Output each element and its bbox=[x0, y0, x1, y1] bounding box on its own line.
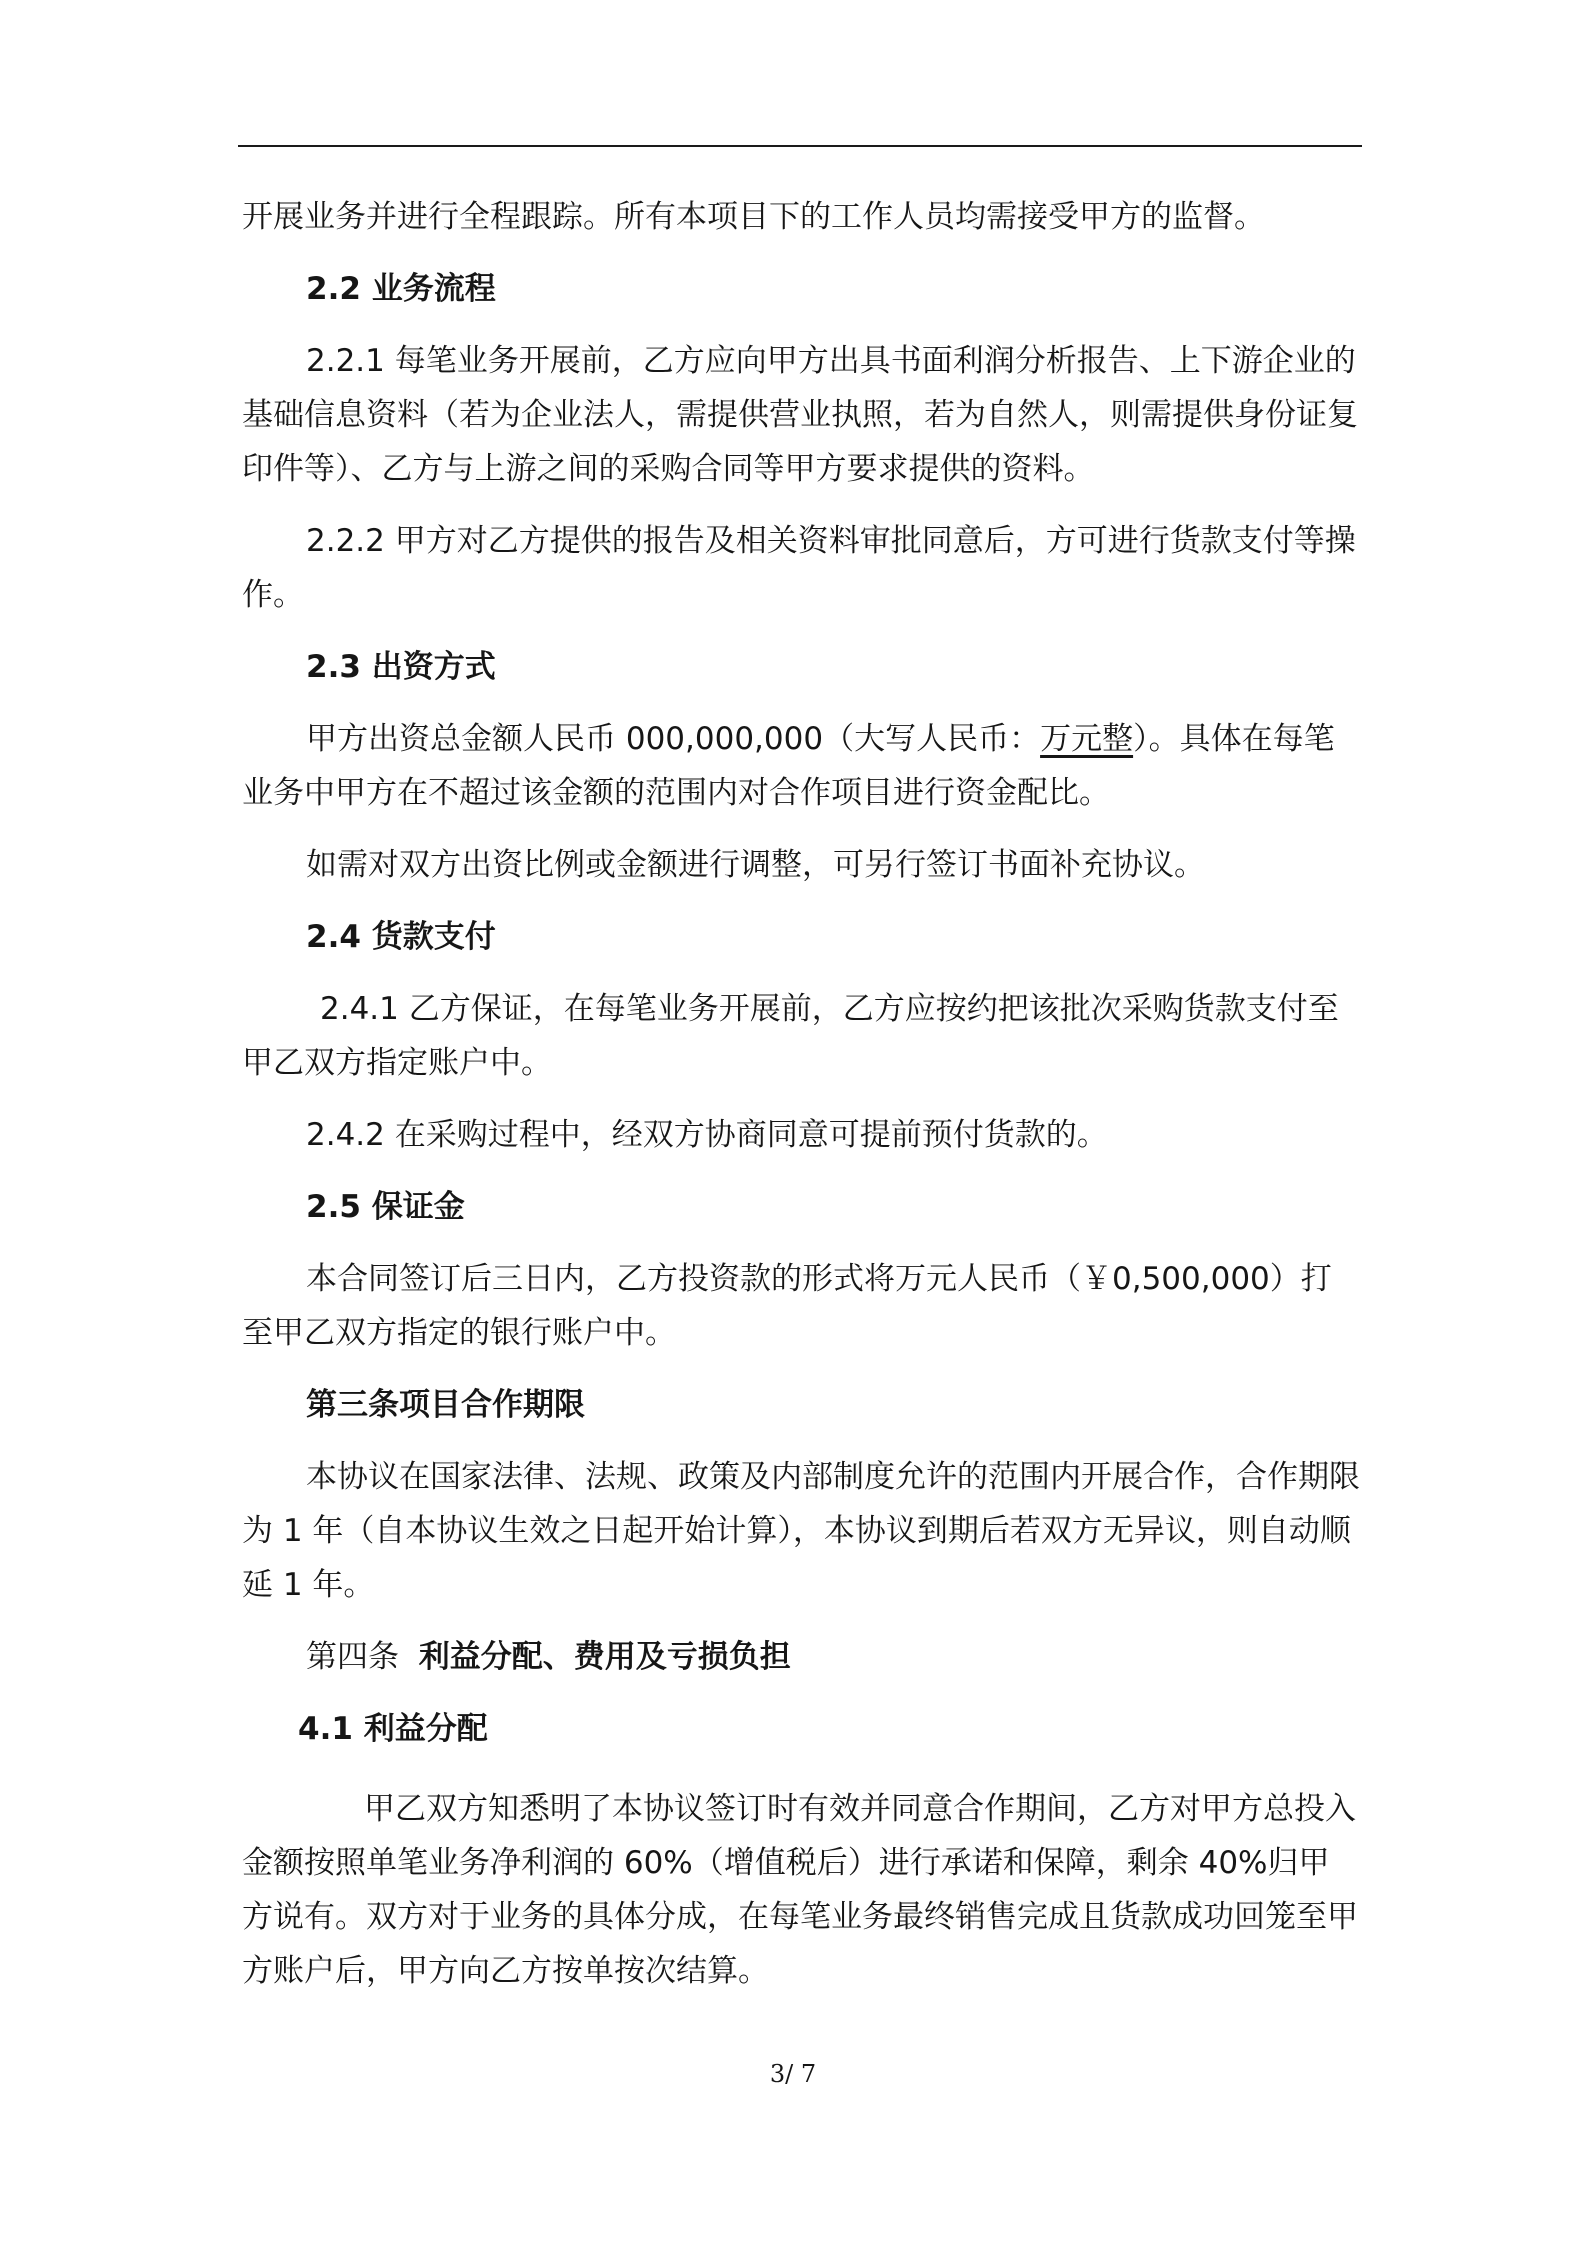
heading-4-1: 4.1 利益分配 bbox=[298, 1711, 488, 1747]
header-rule bbox=[238, 145, 1362, 147]
heading-2-2: 2.2 业务流程 bbox=[306, 271, 496, 307]
document-body bbox=[242, 190, 1360, 1998]
heading-article-4 bbox=[242, 1630, 1360, 1684]
paragraph-4-1: 甲乙双方知悉明了本协议签订时有效并同意合作期间，乙方对甲方总投入金额按照单笔业务净利润的 60%（增值税后）进行承诺和保障，剩余 40%归甲方说有。双方对于业务的具体分成，在每笔业务最终销售完成且货款成功回笼至甲方账户后，甲方向乙方按单按次结算。 bbox=[242, 1791, 1358, 1989]
paragraph-2-3-investment bbox=[242, 712, 1360, 820]
paragraph-2-2-1: 2.2.1 每笔业务开展前，乙方应向甲方出具书面利润分析报告、上下游企业的基础信息资料（若为企业法人，需提供营业执照，若为自然人，则需提供身份证复印件等）、乙方与上游之间的采购合同等甲方要求提供的资料。 bbox=[242, 343, 1358, 487]
paragraph-2-2-2: 2.2.2 甲方对乙方提供的报告及相关资料审批同意后，方可进行货款支付等操作。 bbox=[242, 523, 1356, 613]
paragraph-2-3-adjustment: 如需对双方出资比例或金额进行调整，可另行签订书面补充协议。 bbox=[306, 847, 1205, 883]
article-4-title: 利益分配、费用及亏损负担 bbox=[418, 1639, 791, 1675]
investment-amount-underlined: 万元整 bbox=[1040, 721, 1134, 757]
paragraph-2-4-2: 2.4.2 在采购过程中，经双方协商同意可提前预付货款的。 bbox=[306, 1117, 1108, 1153]
paragraph-article-3: 本协议在国家法律、法规、政策及内部制度允许的范围内开展合作，合作期限为 1 年（自本协议生效之日起开始计算），本协议到期后若双方无异议，则自动顺延 1 年。 bbox=[242, 1459, 1360, 1603]
heading-2-5: 2.5 保证金 bbox=[306, 1189, 465, 1225]
heading-article-3: 第三条项目合作期限 bbox=[306, 1387, 585, 1423]
heading-2-4: 2.4 货款支付 bbox=[306, 919, 496, 955]
page-number: 3/ 7 bbox=[769, 2060, 817, 2088]
investment-text-pre: 甲方出资总金额人民币 000,000,000（大写人民币： bbox=[306, 721, 1041, 757]
investment-text-post: ）。具体在每笔业务中甲方在不超过该金额的范围内对合作项目进行资金配比。 bbox=[242, 721, 1335, 811]
article-4-label: 第四条 bbox=[306, 1639, 399, 1675]
heading-2-3: 2.3 出资方式 bbox=[306, 649, 496, 685]
paragraph-2-4-1: 2.4.1 乙方保证，在每笔业务开展前，乙方应按约把该批次采购货款支付至甲乙双方指定账户中。 bbox=[242, 991, 1339, 1081]
paragraph-intro: 开展业务并进行全程跟踪。所有本项目下的工作人员均需接受甲方的监督。 bbox=[242, 199, 1265, 235]
paragraph-2-5: 本合同签订后三日内，乙方投资款的形式将万元人民币（￥0,500,000）打至甲乙双方指定的银行账户中。 bbox=[242, 1261, 1332, 1351]
